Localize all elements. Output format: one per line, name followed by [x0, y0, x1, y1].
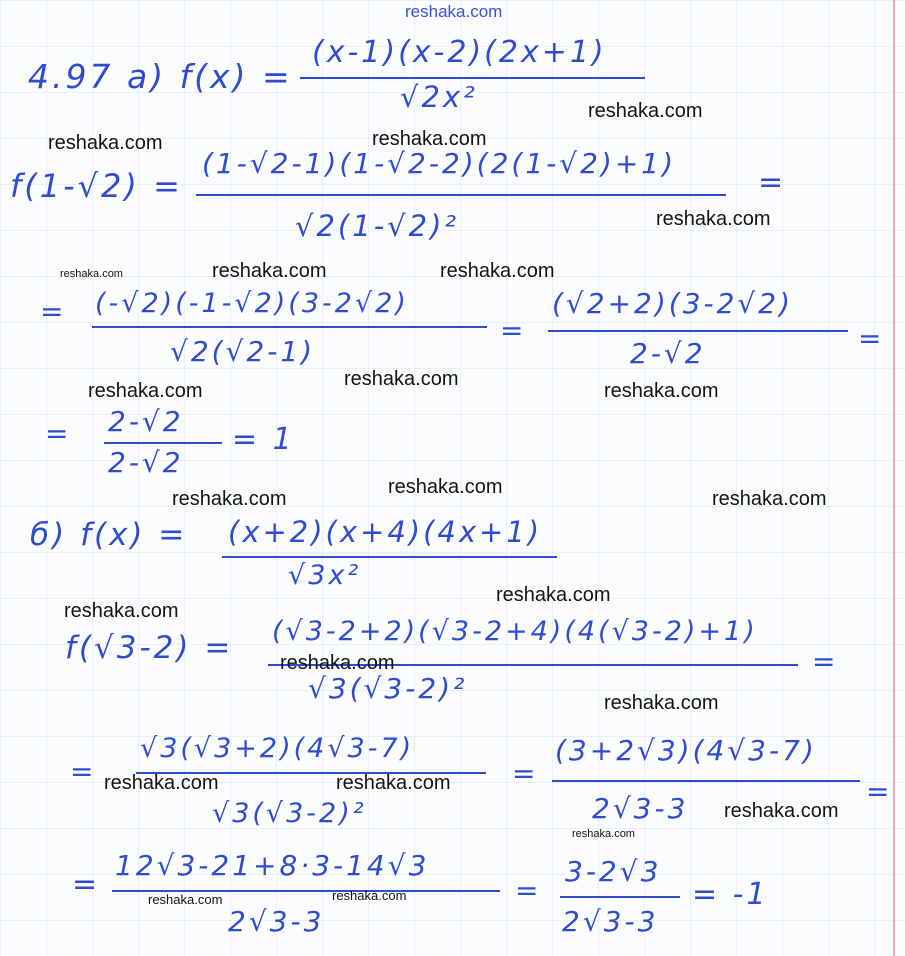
watermark: reshaka.com — [656, 208, 771, 230]
watermark: reshaka.com — [372, 128, 487, 150]
l3-denominator: √2(√2-1) — [170, 335, 316, 368]
l3-fraction-bar — [92, 326, 487, 328]
l4-result: = 1 — [232, 422, 295, 457]
l5-fraction-bar — [222, 556, 557, 558]
watermark: reshaka.com — [48, 132, 163, 154]
watermark: reshaka.com — [712, 488, 827, 510]
l1-fraction-bar — [300, 77, 645, 79]
l8-denominator: 2√3-3 — [228, 905, 325, 938]
watermark: reshaka.com — [496, 584, 611, 606]
watermark: reshaka.com — [588, 100, 703, 122]
l6-equals: = — [812, 645, 839, 678]
l1-numerator: (x-1)(x-2)(2x+1) — [312, 35, 607, 70]
l3-equals: = — [40, 295, 67, 328]
l2-equals: = — [758, 165, 787, 200]
l8-equals-2: = — [515, 874, 542, 907]
l3-equals-3: = — [858, 322, 885, 355]
watermark: reshaka.com — [64, 600, 179, 622]
l4-equals: = — [45, 417, 72, 450]
l3-numerator-2: (√2+2)(3-2√2) — [552, 287, 794, 320]
l3-numerator: (-√2)(-1-√2)(3-2√2) — [95, 288, 409, 319]
l6-numerator: (√3-2+2)(√3-2+4)(4(√3-2)+1) — [272, 616, 758, 647]
watermark: reshaka.com — [724, 800, 839, 822]
l4-fraction-bar — [104, 442, 222, 444]
watermark-top: reshaka.com — [405, 2, 503, 21]
l4-numerator: 2-√2 — [108, 405, 184, 438]
l7-numerator-2: (3+2√3)(4√3-7) — [555, 734, 817, 767]
l8-equals: = — [72, 867, 101, 902]
watermark: reshaka.com — [88, 380, 203, 402]
watermark: reshaka.com — [104, 772, 219, 794]
l3-denominator-2: 2-√2 — [630, 337, 706, 370]
l3-equals-2: = — [500, 314, 527, 347]
l8-result: = -1 — [692, 877, 769, 912]
l2-function-value: f(1-√2) = — [10, 167, 183, 205]
problem-a-label: 4.97 а) f(x) = — [28, 57, 293, 96]
l7-fraction-bar-2 — [552, 780, 860, 782]
watermark-small: reshaka.com — [148, 892, 223, 907]
l7-equals-3: = — [866, 775, 893, 808]
l3-fraction-bar-2 — [548, 330, 848, 332]
l2-fraction-bar — [196, 194, 726, 196]
watermark: reshaka.com — [280, 652, 395, 674]
watermark-small: reshaka.com — [332, 888, 407, 903]
margin-line — [893, 0, 895, 956]
l4-denominator: 2-√2 — [108, 446, 184, 479]
l5-denominator: √3x² — [288, 560, 362, 591]
l8-denominator-2: 2√3-3 — [562, 905, 659, 938]
l2-numerator: (1-√2-1)(1-√2-2)(2(1-√2)+1) — [202, 147, 677, 180]
l5-numerator: (x+2)(x+4)(4x+1) — [228, 515, 543, 549]
l7-denominator-2: 2√3-3 — [592, 792, 689, 825]
watermark: reshaka.com — [212, 260, 327, 282]
l6-denominator: √3(√3-2)² — [308, 672, 468, 705]
watermark: reshaka.com — [388, 476, 503, 498]
l6-function-value: f(√3-2) = — [65, 630, 234, 666]
watermark: reshaka.com — [604, 692, 719, 714]
watermark: reshaka.com — [440, 260, 555, 282]
l8-numerator: 12√3-21+8·3-14√3 — [115, 849, 430, 882]
l8-numerator-2: 3-2√3 — [565, 855, 662, 888]
watermark: reshaka.com — [336, 772, 451, 794]
watermark: reshaka.com — [604, 380, 719, 402]
l7-numerator: √3(√3+2)(4√3-7) — [140, 733, 415, 764]
l2-denominator: √2(1-√2)² — [295, 209, 460, 243]
l8-fraction-bar-2 — [560, 896, 680, 898]
watermark-small: reshaka.com — [60, 268, 123, 280]
l7-denominator: √3(√3-2)² — [212, 798, 367, 829]
watermark: reshaka.com — [344, 368, 459, 390]
watermark-small: reshaka.com — [572, 828, 635, 840]
problem-b-label: б) f(x) = — [30, 517, 188, 553]
l1-denominator: √2x² — [400, 80, 478, 114]
watermark: reshaka.com — [172, 488, 287, 510]
l7-equals: = — [70, 755, 97, 788]
l7-equals-2: = — [512, 757, 539, 790]
